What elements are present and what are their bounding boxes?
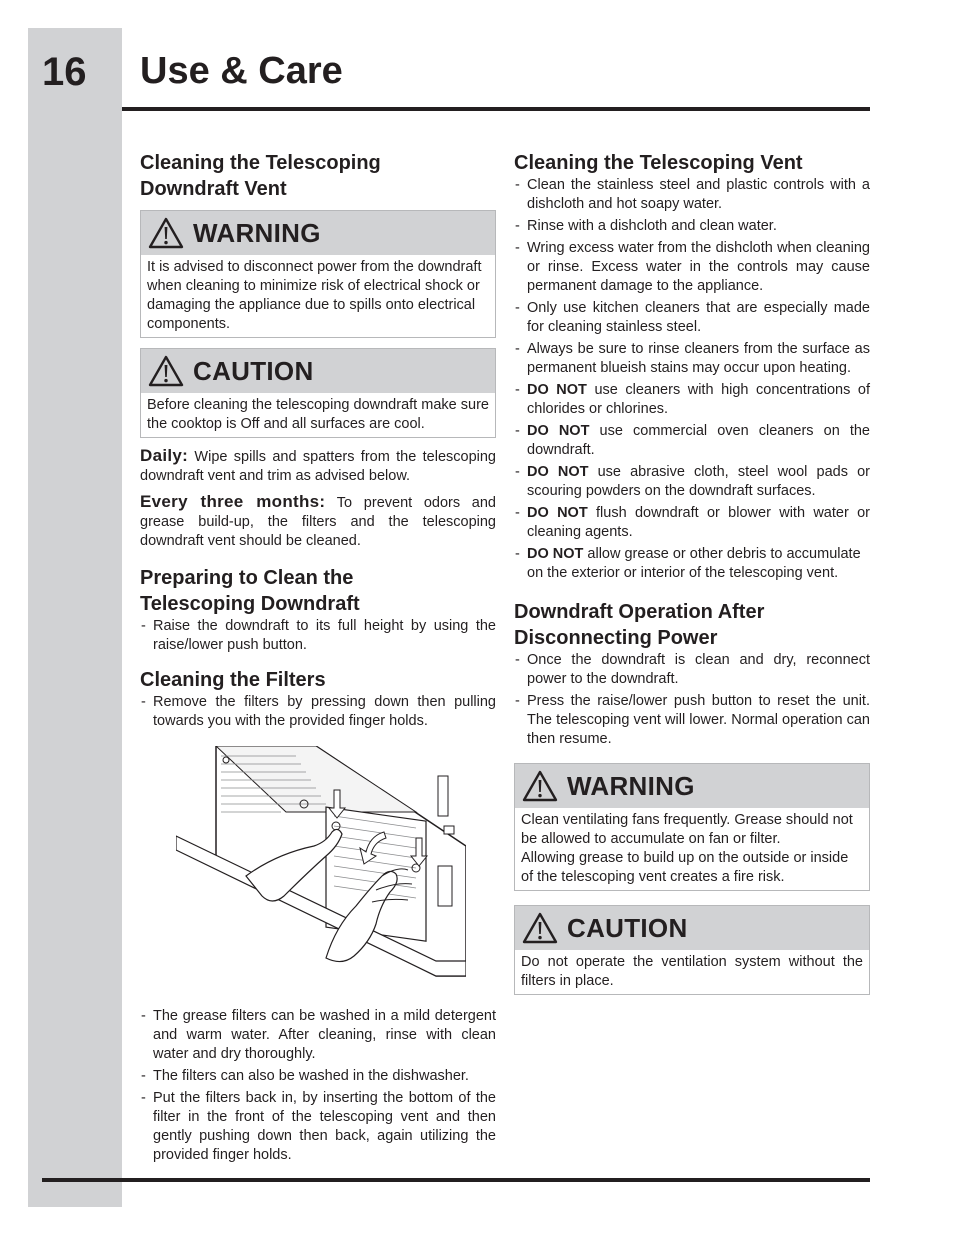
list-item: - Remove the filters by pressing down then pulling towards you with the provided finger holds. <box>140 693 496 731</box>
right-column <box>514 150 870 995</box>
warning-header <box>515 764 869 808</box>
page-number: 16 <box>42 50 87 94</box>
caution-box <box>514 905 870 995</box>
section-title-preparing: Preparing to Clean the Telescoping Downdraft <box>140 567 360 615</box>
three-months-paragraph <box>140 492 496 551</box>
warning-line: Clean ventilating fans frequently. Grease should not be allowed to accumulate on fan or filter. <box>521 812 853 847</box>
section-title-vent: Cleaning the Telescoping Vent <box>514 152 803 174</box>
daily-text: Wipe spills and spatters from the telescoping downdraft vent and trim as advised below. <box>140 449 496 484</box>
section-title-operation: Downdraft Operation After Disconnecting Power <box>514 601 765 649</box>
do-not-label: DO NOT <box>527 464 589 480</box>
warning-text <box>515 808 869 890</box>
operation-list <box>514 651 870 749</box>
list-item-text: use commercial oven cleaners on the downdraft. <box>527 423 870 458</box>
list-item: - Rinse with a dishcloth and clean water. <box>514 217 870 236</box>
do-not-label: DO NOT <box>527 382 587 398</box>
list-item-text: flush downdraft or blower with water or cleaning agents. <box>527 505 871 540</box>
warning-label: WARNING <box>193 217 321 248</box>
list-item-text: allow grease or other debris to accumulate on the exterior or interior of the telescoping vent. <box>527 546 861 581</box>
list-item: - Put the filters back in, by inserting the bottom of the filter in the front of the telescoping vent and then gently pushing down then back, again utilizing the provided finger holds. <box>140 1089 496 1165</box>
list-item: - Only use kitchen cleaners that are especially made for cleaning stainless steel. <box>514 299 870 337</box>
list-item: - Raise the downdraft to its full height by using the raise/lower push button. <box>140 617 496 655</box>
caution-text: Before cleaning the telescoping downdraft make sure the cooktop is Off and all surfaces are cool. <box>147 397 489 432</box>
do-not-label: DO NOT <box>527 505 588 521</box>
page-title: Use & Care <box>140 50 343 92</box>
warning-line: Allowing grease to build up on the outside or inside of the telescoping vent creates a fire risk. <box>521 850 849 885</box>
list-item: - The grease filters can be washed in a mild detergent and warm water. After cleaning, rinse with clean water and dry thoroughly. <box>140 1007 496 1064</box>
filters-list <box>140 693 496 731</box>
warning-text: It is advised to disconnect power from the downdraft when cleaning to minimize risk of electrical shock or damaging the appliance due to spills onto electrical components. <box>147 259 482 332</box>
caution-label: CAUTION <box>193 355 314 386</box>
warning-box <box>514 763 870 891</box>
warning-box <box>140 210 496 338</box>
daily-paragraph <box>140 446 496 486</box>
list-item: - Once the downdraft is clean and dry, reconnect power to the downdraft. <box>514 651 870 689</box>
warning-triangle-icon <box>521 769 559 803</box>
filter-removal-illustration <box>176 746 466 986</box>
page-sidebar <box>28 28 122 1207</box>
caution-triangle-icon <box>147 354 185 388</box>
list-item <box>514 545 870 583</box>
list-item: - Clean the stainless steel and plastic controls with a dishcloth and hot soapy water. <box>514 176 870 214</box>
header-rule <box>122 107 870 111</box>
list-item: - Always be sure to rinse cleaners from the surface as permanent blueish stains may occur upon heating. <box>514 340 870 378</box>
caution-header <box>515 906 869 950</box>
section-title-filters: Cleaning the Filters <box>140 669 326 691</box>
caution-header <box>141 349 495 393</box>
three-months-label: Every three months: <box>140 492 326 511</box>
list-item <box>514 381 870 419</box>
footer-rule <box>42 1178 870 1182</box>
list-item: - Wring excess water from the dishcloth when cleaning or rinse. Excess water in the controls may cause permanent damage to the appliance. <box>514 239 870 296</box>
list-item <box>514 422 870 460</box>
list-item <box>514 504 870 542</box>
list-item-text: use abrasive cloth, steel wool pads or scouring powders on the downdraft surfaces. <box>527 464 870 499</box>
caution-triangle-icon <box>521 911 559 945</box>
do-not-label: DO NOT <box>527 546 584 562</box>
warning-label: WARNING <box>567 770 695 801</box>
caution-label: CAUTION <box>567 912 688 943</box>
caution-text: Do not operate the ventilation system without the filters in place. <box>521 954 863 989</box>
list-item: - Press the raise/lower push button to reset the unit. The telescoping vent will lower. Normal operation can then resume. <box>514 692 870 749</box>
list-item-text: use cleaners with high concentrations of chlorides or chlorines. <box>527 382 870 417</box>
caution-box <box>140 348 496 438</box>
vent-cleaning-list <box>514 176 870 583</box>
left-column <box>140 150 496 1168</box>
do-not-label: DO NOT <box>527 423 590 439</box>
warning-triangle-icon <box>147 216 185 250</box>
three-months-text: To prevent odors and grease build-up, the filters and the telescoping downdraft vent should be cleaned. <box>140 495 496 549</box>
filters-after-list <box>140 1007 496 1165</box>
list-item <box>514 463 870 501</box>
list-item: - The filters can also be washed in the dishwasher. <box>140 1067 496 1086</box>
warning-header <box>141 211 495 255</box>
section-title-downdraft: Cleaning the Telescoping Downdraft Vent <box>140 152 381 200</box>
preparing-list <box>140 617 496 655</box>
daily-label: Daily: <box>140 446 189 465</box>
